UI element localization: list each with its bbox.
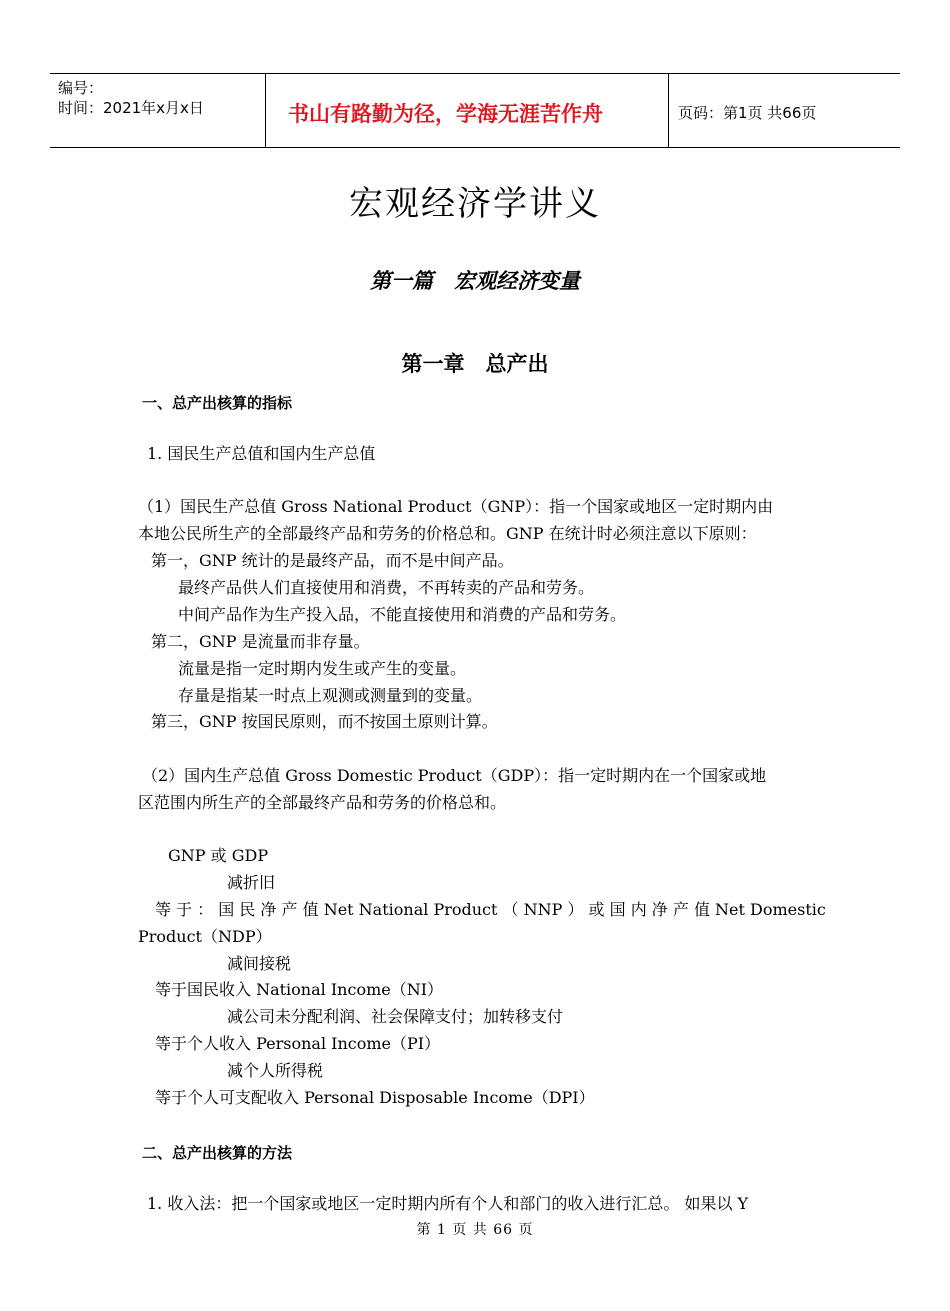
flow-line: 等于个人收入 Personal Income（PI） [155, 1034, 441, 1053]
flow-line: 等于国民收入 National Income（NI） [155, 980, 444, 999]
header-page-info: 页码：第1页 共66页 [678, 104, 817, 122]
rule-line: 第三，GNP 按国民原则，而不按国土原则计算。 [151, 712, 498, 731]
flow-step: 减公司未分配利润、社会保障支付；加转移支付 [227, 1007, 564, 1026]
flow-step: 减折旧 [227, 873, 276, 892]
part-title: 第一篇 宏观经济变量 [370, 269, 580, 293]
document-title: 宏观经济学讲义 [349, 184, 601, 224]
item-heading: 1. 收入法：把一个国家或地区一定时期内所有个人和部门的收入进行汇总。 如果以 Y [147, 1194, 749, 1213]
number-label: 编号： [58, 79, 104, 97]
paragraph-line: （1）国民生产总值 Gross National Product（GNP）：指一个国家或地区一定时期内由 [138, 497, 774, 516]
flow-step: 减间接税 [227, 954, 292, 973]
chapter-title: 第一章 总产出 [401, 352, 549, 376]
flow-line: GNP 或 GDP [168, 846, 269, 865]
header-info [58, 78, 204, 118]
flow-line: 等 于 ： 国 民 净 产 值 Net National Product （ NNP ） 或 国 内 净 产 值 Net Domestic [155, 900, 826, 919]
section-heading: 二、总产出核算的方法 [142, 1144, 293, 1162]
header-divider [265, 74, 266, 147]
flow-line: 等于个人可支配收入 Personal Disposable Income（DPI） [155, 1088, 595, 1107]
paragraph-line: 区范围内所生产的全部最终产品和劳务的价格总和。 [138, 793, 507, 812]
header-motto: 书山有路勤为径，学海无涯苦作舟 [288, 102, 603, 126]
header-divider [668, 74, 669, 147]
rule-line: 第二，GNP 是流量而非存量。 [151, 632, 370, 651]
header-table [50, 73, 900, 148]
section-heading: 一、总产出核算的指标 [142, 394, 293, 412]
rule-line: 第一，GNP 统计的是最终产品，而不是中间产品。 [151, 551, 514, 570]
page-footer: 第 1 页 共 66 页 [416, 1222, 534, 1238]
rule-detail: 存量是指某一时点上观测或测量到的变量。 [178, 686, 483, 705]
rule-detail: 流量是指一定时期内发生或产生的变量。 [178, 659, 467, 678]
paragraph-line: （2）国内生产总值 Gross Domestic Product（GDP）：指一定时期内在一个国家或地 [142, 766, 767, 785]
rule-detail: 中间产品作为生产投入品，不能直接使用和消费的产品和劳务。 [178, 605, 627, 624]
rule-detail: 最终产品供人们直接使用和消费，不再转卖的产品和劳务。 [178, 578, 595, 597]
paragraph-line: 本地公民所生产的全部最终产品和劳务的价格总和。GNP 在统计时必须注意以下原则： [138, 524, 757, 543]
time-label: 时间：2021年x月x日 [58, 99, 204, 117]
item-heading: 1. 国民生产总值和国内生产总值 [147, 444, 376, 463]
flow-line: Product（NDP） [138, 927, 272, 946]
flow-step: 减个人所得税 [227, 1061, 324, 1080]
